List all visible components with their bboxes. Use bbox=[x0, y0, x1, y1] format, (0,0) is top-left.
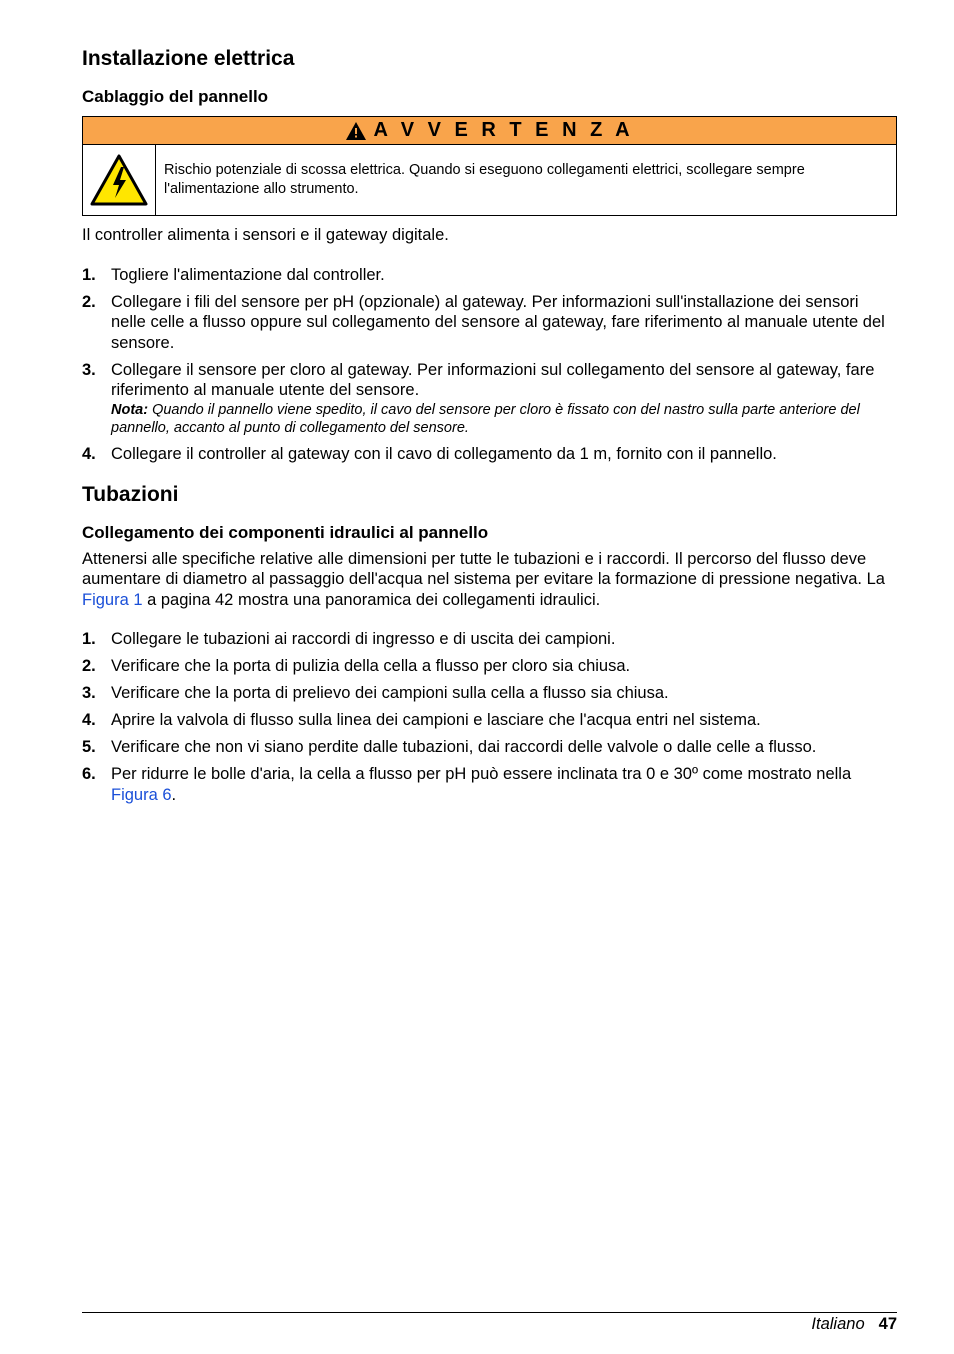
footer-language: Italiano bbox=[811, 1315, 865, 1333]
step-number: 2. bbox=[82, 292, 96, 311]
step-number: 5. bbox=[82, 738, 96, 756]
list-item bbox=[82, 710, 897, 731]
warning-text: Rischio potenziale di scossa elettrica. Quando si eseguono collegamenti elettrici, scollegare sempre l'alimentazione allo strumento. bbox=[164, 162, 805, 197]
step-text: . bbox=[171, 785, 177, 804]
step-number: 2. bbox=[82, 657, 96, 675]
page-footer bbox=[811, 1312, 897, 1334]
section-title-electrical: Installazione elettrica bbox=[82, 47, 295, 70]
note-text: Quando il pannello viene spedito, il cavo del sensore per cloro è fissato con del nastro sulla parte anteriore del pannello, accanto al punto di collegamento del sensore. bbox=[111, 401, 860, 436]
note-label: Nota: bbox=[111, 401, 149, 418]
step-number: 3. bbox=[82, 360, 96, 379]
step-text: Collegare le tubazioni ai raccordi di ingresso e di uscita dei campioni. bbox=[111, 630, 616, 648]
step-number: 6. bbox=[82, 765, 96, 783]
plumbing-steps-list bbox=[82, 629, 897, 805]
footer-divider bbox=[82, 1312, 897, 1313]
list-item bbox=[82, 360, 897, 438]
step-text: Collegare i fili del sensore per pH (opzionale) al gateway. Per informazioni sull'installazione dei sensori nelle celle a flusso oppure sul collegamento del sensore al gateway, fare riferimento al manuale utente del sensore. bbox=[111, 292, 885, 352]
list-item bbox=[82, 265, 897, 286]
figure-1-link[interactable]: Figura 1 bbox=[82, 590, 143, 609]
list-item bbox=[82, 444, 897, 465]
step-text: Collegare il controller al gateway con il cavo di collegamento da 1 m, fornito con il pannello. bbox=[111, 445, 777, 463]
warning-icon-cell bbox=[83, 145, 156, 215]
warning-label: A V V E R T E N Z A bbox=[373, 119, 634, 141]
subsection-title-wiring: Cablaggio del pannello bbox=[82, 87, 269, 106]
list-item bbox=[82, 737, 897, 758]
figure-6-link[interactable]: Figura 6 bbox=[111, 785, 172, 804]
paragraph-text: a pagina 42 mostra una panoramica dei collegamenti idraulici. bbox=[142, 590, 601, 609]
step-text: Togliere l'alimentazione dal controller. bbox=[111, 265, 385, 284]
step-text: Verificare che la porta di pulizia della cella a flusso per cloro sia chiusa. bbox=[111, 657, 631, 675]
step-text: Verificare che non vi siano perdite dalle tubazioni, dai raccordi delle valvole o dalle celle a flusso. bbox=[111, 738, 817, 756]
warning-box bbox=[82, 116, 897, 216]
intro-paragraph: Il controller alimenta i sensori e il gateway digitale. bbox=[82, 226, 449, 244]
subsection-title-plumbing: Collegamento dei componenti idraulici al pannello bbox=[82, 522, 489, 542]
step-text: Aprire la valvola di flusso sulla linea dei campioni e lasciare che l'acqua entri nel sistema. bbox=[111, 711, 761, 729]
step-number: 4. bbox=[82, 445, 96, 463]
warning-body bbox=[83, 145, 896, 215]
warning-triangle-icon bbox=[345, 121, 367, 141]
list-item bbox=[82, 656, 897, 677]
section-title-tubing: Tubazioni bbox=[82, 482, 179, 506]
list-item bbox=[82, 292, 897, 354]
wiring-steps-list bbox=[82, 265, 897, 465]
document-page bbox=[82, 44, 897, 812]
step-text: Per ridurre le bolle d'aria, la cella a flusso per pH può essere inclinata tra 0 e 30º come mostrato nella bbox=[111, 765, 852, 783]
step-text: Collegare il sensore per cloro al gateway. Per informazioni sul collegamento del sensore al gateway, fare riferimento al manuale utente del sensore. bbox=[111, 360, 875, 399]
step-number: 1. bbox=[82, 265, 96, 284]
note bbox=[111, 401, 897, 438]
step-number: 3. bbox=[82, 684, 96, 702]
list-item bbox=[82, 683, 897, 704]
step-number: 4. bbox=[82, 711, 96, 729]
electrical-hazard-icon bbox=[89, 153, 149, 207]
page-number: 47 bbox=[878, 1315, 897, 1333]
warning-header bbox=[83, 117, 896, 145]
step-text: Verificare che la porta di prelievo dei campioni sulla cella a flusso sia chiusa. bbox=[111, 684, 669, 702]
list-item bbox=[82, 629, 897, 650]
plumbing-paragraph bbox=[82, 549, 897, 611]
step-number: 1. bbox=[82, 630, 96, 648]
list-item bbox=[82, 764, 897, 805]
paragraph-text: Attenersi alle specifiche relative alle dimensioni per tutte le tubazioni e i raccordi. Il percorso del flusso deve aumentare di diametro al passaggio dell'acqua nel sistema per evitare la formazione di pressione negativa. La bbox=[82, 549, 885, 588]
